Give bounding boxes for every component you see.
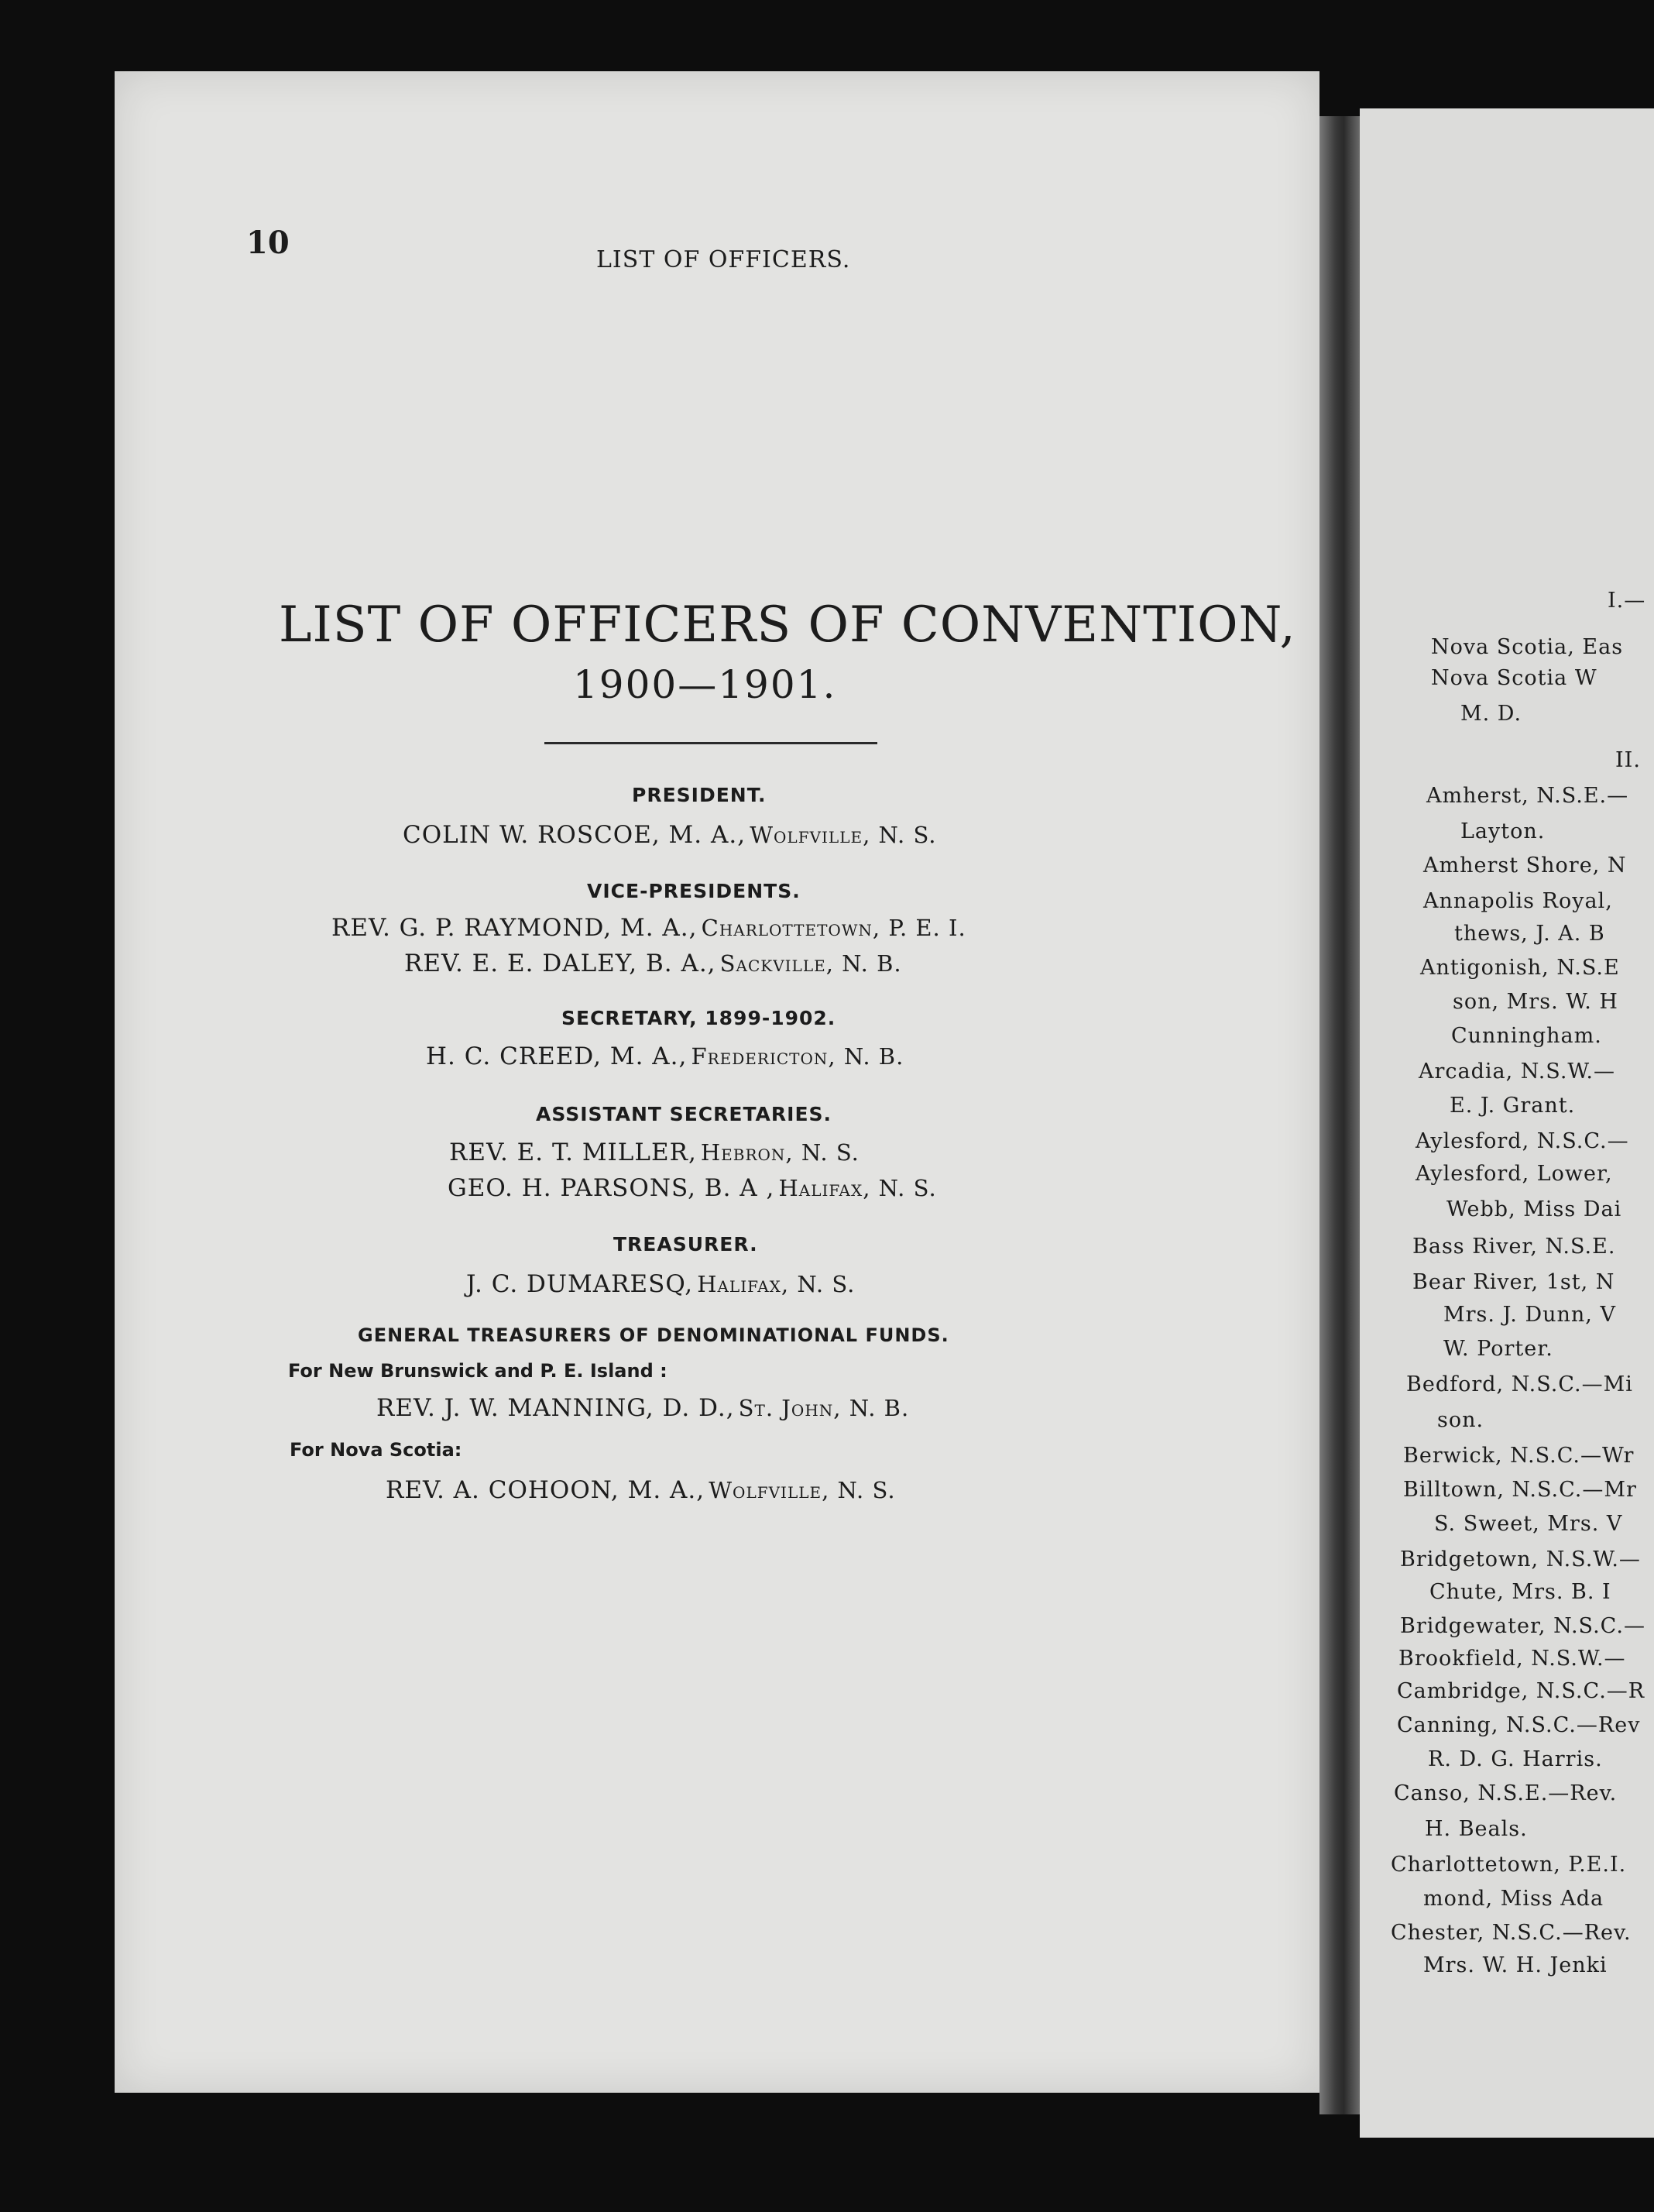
officer-place: Halifax, N. S.: [778, 1175, 937, 1201]
right-page-line: M. D.: [1460, 702, 1522, 726]
title-years: 1900—1901.: [573, 662, 837, 707]
left-page: [115, 71, 1319, 2093]
officer-place: Sackville, N. B.: [719, 950, 902, 977]
officer-place: St. John, N. B.: [738, 1395, 910, 1421]
right-page-line: Chute, Mrs. B. I: [1429, 1580, 1611, 1604]
right-page-line: S. Sweet, Mrs. V: [1434, 1512, 1623, 1536]
right-page-line: Nova Scotia W: [1431, 666, 1597, 690]
right-page-line: Bedford, N.S.C.—Mi: [1406, 1372, 1633, 1396]
right-page-line: Mrs. W. H. Jenki: [1423, 1953, 1608, 1977]
right-page-line: Nova Scotia, Eas: [1431, 635, 1624, 659]
right-page-line: II.: [1615, 748, 1641, 772]
right-page-line: Bass River, N.S.E.: [1412, 1235, 1616, 1259]
president-line: [403, 821, 937, 849]
right-page-line: Brookfield, N.S.W.—: [1398, 1647, 1626, 1671]
right-page-line: Cunningham.: [1451, 1024, 1602, 1048]
new-brunswick-subheading: For New Brunswick and P. E. Island :: [288, 1360, 667, 1382]
assistant-secretary-line-2: [448, 1174, 937, 1202]
right-page-line: Bear River, 1st, N: [1412, 1270, 1615, 1294]
right-page-line: Webb, Miss Dai: [1446, 1197, 1622, 1221]
right-page-line: Cambridge, N.S.C.—R: [1397, 1679, 1645, 1703]
right-page-line: Billtown, N.S.C.—Mr: [1403, 1478, 1637, 1502]
officer-name: REV. J. W. MANNING, D. D.,: [376, 1394, 735, 1422]
right-page-line: Amherst, N.S.E.—: [1426, 784, 1629, 808]
right-page-line: Amherst Shore, N: [1423, 854, 1627, 878]
right-page-line: I.—: [1608, 589, 1646, 613]
general-treasurers-heading: GENERAL TREASURERS OF DENOMINATIONAL FUNDS.: [358, 1324, 949, 1346]
new-brunswick-treasurer-line: [376, 1394, 909, 1422]
officer-place: Wolfville, N. S.: [709, 1477, 896, 1503]
running-head: LIST OF OFFICERS.: [596, 246, 851, 273]
title-rule: [544, 742, 877, 744]
officer-name: J. C. DUMARESQ,: [466, 1270, 694, 1298]
officer-name: REV. A. COHOON, M. A.,: [386, 1476, 705, 1504]
nova-scotia-treasurer-line: [386, 1476, 896, 1504]
right-page-line: Bridgewater, N.S.C.—: [1400, 1614, 1645, 1638]
right-page-line: Antigonish, N.S.E: [1420, 956, 1620, 980]
right-page-line: E. J. Grant.: [1450, 1094, 1576, 1118]
vice-presidents-heading: VICE-PRESIDENTS.: [587, 880, 801, 902]
officer-name: REV. E. E. DALEY, B. A.,: [404, 950, 716, 977]
officer-place: Wolfville, N. S.: [750, 822, 937, 848]
right-page-line: son, Mrs. W. H: [1453, 990, 1618, 1014]
right-page-line: thews, J. A. B: [1454, 922, 1605, 946]
page-number: 10: [246, 225, 290, 261]
right-page-line: Annapolis Royal,: [1423, 889, 1613, 913]
right-page-line: Canso, N.S.E.—Rev.: [1394, 1781, 1618, 1805]
officer-place: Hebron, N. S.: [700, 1139, 860, 1166]
right-page-line: Aylesford, Lower,: [1416, 1162, 1613, 1186]
officer-name: GEO. H. PARSONS, B. A ,: [448, 1174, 775, 1202]
page-title: LIST OF OFFICERS OF CONVENTION,: [279, 596, 1296, 654]
right-page-line: mond, Miss Ada: [1423, 1887, 1604, 1911]
officer-name: REV. G. P. RAYMOND, M. A.,: [331, 914, 698, 942]
right-page-line: Layton.: [1460, 819, 1546, 843]
right-page-line: Canning, N.S.C.—Rev: [1397, 1713, 1641, 1737]
president-heading: PRESIDENT.: [632, 784, 767, 806]
nova-scotia-subheading: For Nova Scotia:: [290, 1439, 462, 1461]
secretary-heading: SECRETARY, 1899-1902.: [561, 1007, 836, 1029]
right-page-line: Chester, N.S.C.—Rev.: [1391, 1921, 1632, 1945]
officer-place: Fredericton, N. B.: [691, 1043, 904, 1070]
right-page: [1360, 108, 1654, 2138]
right-page-line: H. Beals.: [1425, 1817, 1528, 1841]
right-page-line: Mrs. J. Dunn, V: [1443, 1303, 1616, 1327]
right-page-line: Aylesford, N.S.C.—: [1416, 1129, 1629, 1153]
vice-president-line-2: [404, 950, 902, 977]
treasurer-line: [466, 1270, 855, 1298]
officer-place: Halifax, N. S.: [697, 1271, 856, 1297]
treasurer-heading: TREASURER.: [613, 1233, 758, 1255]
secretary-line: [426, 1042, 904, 1070]
officer-place: Charlottetown, P. E. I.: [701, 915, 966, 941]
assistant-secretaries-heading: ASSISTANT SECRETARIES.: [536, 1103, 832, 1125]
officer-name: H. C. CREED, M. A.,: [426, 1042, 688, 1070]
right-page-line: Berwick, N.S.C.—Wr: [1403, 1444, 1635, 1468]
vice-president-line-1: [331, 914, 966, 942]
right-page-line: W. Porter.: [1443, 1337, 1553, 1361]
assistant-secretary-line-1: [449, 1139, 860, 1166]
right-page-line: Charlottetown, P.E.I.: [1391, 1853, 1627, 1877]
officer-name: REV. E. T. MILLER,: [449, 1139, 697, 1166]
right-page-line: Bridgetown, N.S.W.—: [1400, 1547, 1641, 1571]
right-page-line: R. D. G. Harris.: [1428, 1747, 1603, 1771]
officer-name: COLIN W. ROSCOE, M. A.,: [403, 821, 746, 849]
right-page-line: Arcadia, N.S.W.—: [1419, 1060, 1616, 1084]
book-gutter: [1319, 116, 1360, 2114]
right-page-line: son.: [1437, 1408, 1484, 1432]
